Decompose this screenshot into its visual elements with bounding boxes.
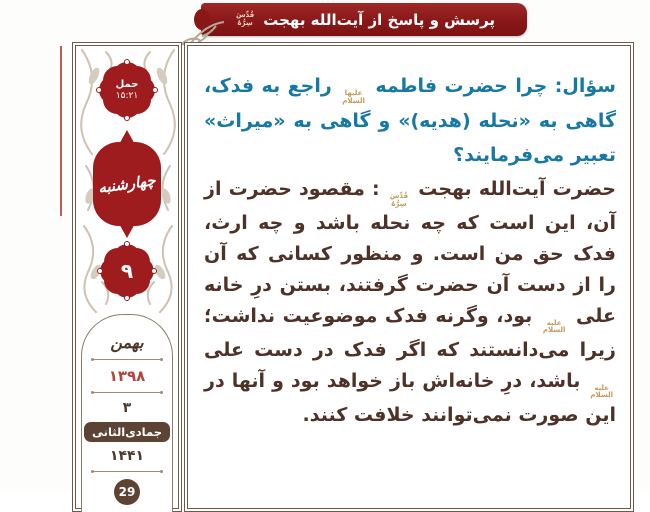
ring-dot [96, 87, 102, 93]
divider [91, 358, 163, 361]
divider [91, 470, 163, 473]
ring-dot [151, 268, 157, 274]
qoddesa-serruh-icon: قُدِّسَ سِرُّهُ [389, 191, 409, 208]
lunar-month-badge: جمادی‌الثانی [84, 422, 170, 442]
alayh-salam-icon: علیه السلام [590, 383, 613, 400]
gregorian-day-badge: 29 [114, 479, 140, 505]
header-banner [201, 3, 527, 36]
qoddesa-serruh-icon: قُدِّسَ سِرُّهُ [235, 10, 255, 27]
question-paragraph: سؤال: چرا حضرت فاطمه علیها السلام راجع به فدک، گاهی به «نحله (هدیه)» و گاهی به «میراث» تعبیر می‌فرمایند؟ [204, 75, 616, 166]
lunar-day-label: ۳ [122, 400, 132, 416]
solar-year-label: ۱۳۹۸ [108, 367, 146, 385]
divider [91, 391, 163, 394]
weekday-label: چهارشنبه [97, 171, 157, 197]
date-arch-panel [81, 314, 173, 512]
alayh-salam-icon: علیه السلام [542, 318, 566, 335]
sidebar [72, 42, 182, 512]
main-frame [184, 42, 634, 512]
solar-month-label: بهمن [110, 333, 144, 352]
ring-dot [124, 241, 130, 247]
ring-dot [97, 268, 103, 274]
day-number: ۹ [120, 259, 134, 283]
banner-end-ornament [194, 9, 210, 30]
lunar-year-label: ۱۴۴۱ [109, 448, 145, 464]
ring-dot [124, 59, 130, 65]
day-medallion [98, 242, 156, 300]
ring-dot [152, 87, 158, 93]
banner-title: پرسش و پاسخ از آیت‌الله بهجت [263, 10, 496, 29]
zodiac-time: ۱۵:۲۱ [115, 91, 139, 101]
ring-dot [124, 115, 130, 121]
weekday-medallion [90, 130, 164, 238]
ring-dot [124, 295, 130, 301]
zodiac-medallion [97, 60, 157, 120]
answer-paragraph: حضرت آیت‌الله بهجت قُدِّسَ سِرُّهُ : مقصود حضرت از آن، این است که چه نحله باشد و چه ارث، فدک حق من است. و منظور کسانی که آن را از دست آن حضرت گرفتند، بستن درِ خانه علی علیه السلام بود، وگرنه فدک موضوعیت نداشت؛ زیرا می‌دانستند که اگر فدک در دست علی علیه السلام باشد، درِ خانه‌اش باز خواهد بود و آنها در این صورت نمی‌توانند خلافت کنند. [204, 177, 616, 427]
spine-line [60, 46, 62, 216]
zodiac-name: حمل [115, 79, 139, 90]
alayha-salam-icon: علیها السلام [342, 89, 365, 105]
question-answer-area [188, 46, 630, 508]
